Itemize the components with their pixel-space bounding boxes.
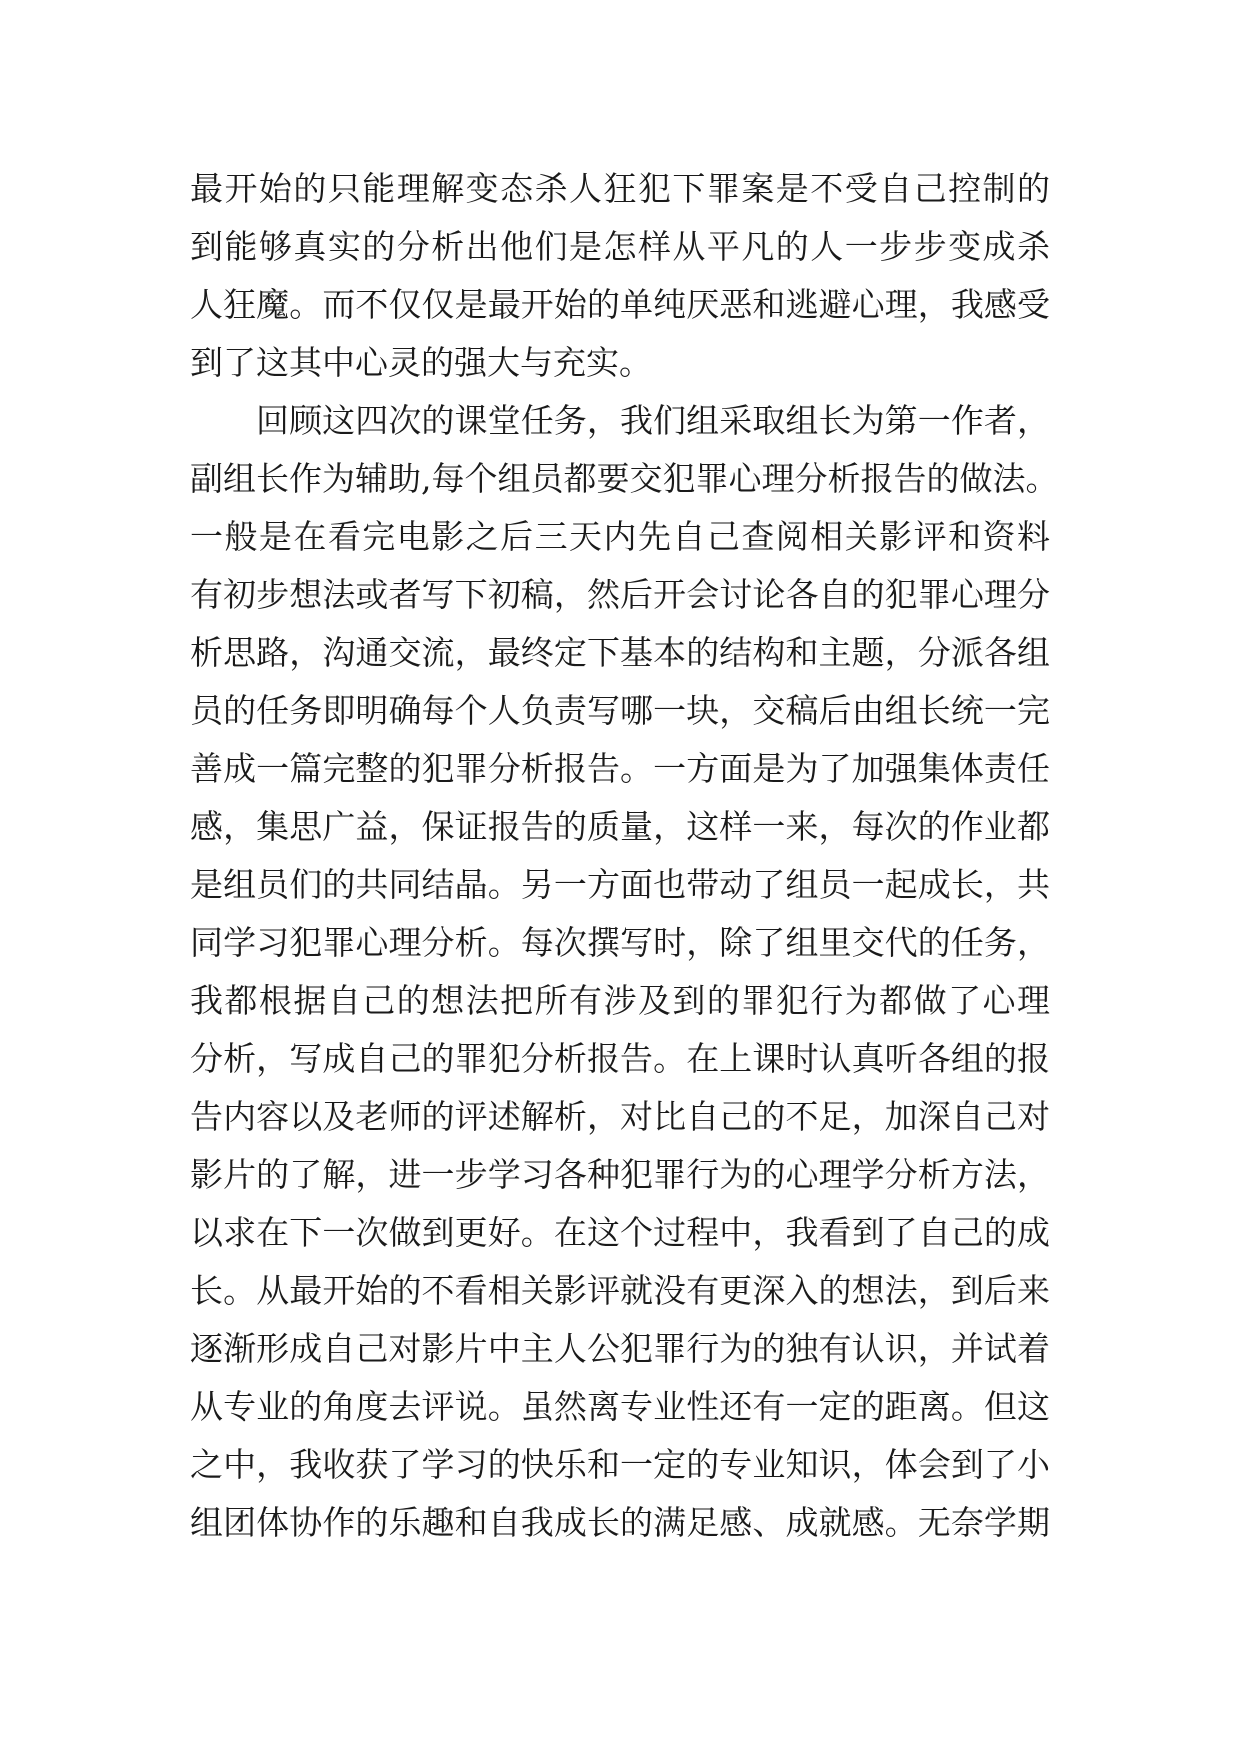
text-line-20: 长。从最开始的不看相关影评就没有更深入的想法，到后来 xyxy=(190,1271,1050,1310)
text-line-14: 同学习犯罪心理分析。每次撰写时，除了组里交代的任务， xyxy=(190,923,1050,962)
text-line-4: 到了这其中心灵的强大与充实。 xyxy=(190,343,652,382)
text-line-8: 有初步想法或者写下初稿，然后开会讨论各自的犯罪心理分 xyxy=(190,575,1050,614)
body-text xyxy=(190,160,1059,1552)
text-line-16: 分析，写成自己的罪犯分析报告。在上课时认真听各组的报 xyxy=(190,1039,1050,1078)
text-line-17: 告内容以及老师的评述解析，对比自己的不足，加深自己对 xyxy=(190,1097,1050,1136)
text-line-1: 最开始的只能理解变态杀人狂犯下罪案是不受自己控制的 xyxy=(190,169,1050,208)
text-line-6: 副组长作为辅助,每个组员都要交犯罪心理分析报告的做法。 xyxy=(190,459,1059,498)
text-line-11: 善成一篇完整的犯罪分析报告。一方面是为了加强集体责任 xyxy=(190,749,1050,788)
text-line-19: 以求在下一次做到更好。在这个过程中，我看到了自己的成 xyxy=(190,1213,1050,1252)
text-line-13: 是组员们的共同结晶。另一方面也带动了组员一起成长，共 xyxy=(190,865,1050,904)
text-line-10: 员的任务即明确每个人负责写哪一块，交稿后由组长统一完 xyxy=(190,691,1050,730)
text-line-21: 逐渐形成自己对影片中主人公犯罪行为的独有认识，并试着 xyxy=(190,1329,1050,1368)
text-line-18: 影片的了解，进一步学习各种犯罪行为的心理学分析方法， xyxy=(190,1155,1050,1194)
text-line-24: 组团体协作的乐趣和自我成长的满足感、成就感。无奈学期 xyxy=(190,1503,1050,1542)
text-line-23: 之中，我收获了学习的快乐和一定的专业知识，体会到了小 xyxy=(190,1445,1050,1484)
text-line-12: 感，集思广益，保证报告的质量，这样一来，每次的作业都 xyxy=(190,807,1050,846)
text-line-22: 从专业的角度去评说。虽然离专业性还有一定的距离。但这 xyxy=(190,1387,1050,1426)
text-line-15: 我都根据自己的想法把所有涉及到的罪犯行为都做了心理 xyxy=(190,981,1050,1020)
text-line-5: 回顾这四次的课堂任务，我们组采取组长为第一作者， xyxy=(256,401,1050,440)
text-line-7: 一般是在看完电影之后三天内先自己查阅相关影评和资料 xyxy=(190,517,1050,556)
text-line-2: 到能够真实的分析出他们是怎样从平凡的人一步步变成杀 xyxy=(190,227,1050,266)
text-line-9: 析思路，沟通交流，最终定下基本的结构和主题，分派各组 xyxy=(190,633,1050,672)
text-line-3: 人狂魔。而不仅仅是最开始的单纯厌恶和逃避心理，我感受 xyxy=(190,285,1050,324)
